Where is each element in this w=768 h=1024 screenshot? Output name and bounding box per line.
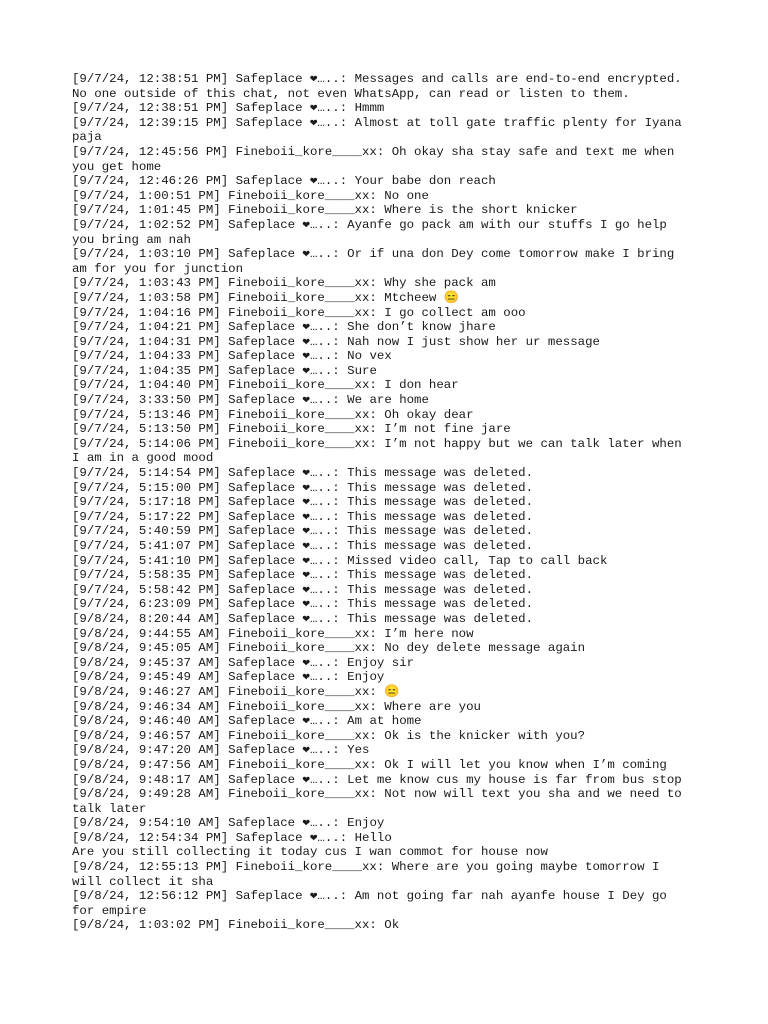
chat-line: [9/7/24, 1:04:33 PM] Safeplace ❤…..: No vex xyxy=(72,349,392,364)
chat-line: [9/7/24, 12:45:56 PM] Fineboii_kore____xx: Oh okay sha stay safe and text me when you get home xyxy=(72,144,682,174)
chat-line: [9/7/24, 1:04:21 PM] Safeplace ❤…..: She don’t know jhare xyxy=(72,320,496,335)
chat-line: [9/8/24, 9:46:34 AM] Fineboii_kore____xx: Where are you xyxy=(72,699,481,714)
chat-line: [9/7/24, 12:39:15 PM] Safeplace ❤…..: Almost at toll gate traffic plenty for Iyana paja xyxy=(72,115,690,145)
chat-line: [9/8/24, 9:48:17 AM] Safeplace ❤…..: Let me know cus my house is far from bus stop xyxy=(72,772,682,787)
chat-line: [9/7/24, 5:58:42 PM] Safeplace ❤…..: This message was deleted. xyxy=(72,582,534,597)
chat-line: [9/7/24, 1:04:40 PM] Fineboii_kore____xx: I don hear xyxy=(72,378,459,393)
chat-line: [9/8/24, 9:54:10 AM] Safeplace ❤…..: Enjoy xyxy=(72,816,385,831)
chat-line: [9/8/24, 12:54:34 PM] Safeplace ❤…..: Hello xyxy=(72,830,392,845)
chat-line: [9/7/24, 1:03:58 PM] Fineboii_kore____xx: Mtcheew 😑 xyxy=(72,290,460,305)
chat-line: [9/8/24, 9:49:28 AM] Fineboii_kore____xx: Not now will text you sha and we need to talk later xyxy=(72,787,690,816)
chat-line: [9/7/24, 5:58:35 PM] Safeplace ❤…..: This message was deleted. xyxy=(72,568,534,583)
chat-line: [9/8/24, 9:45:49 AM] Safeplace ❤…..: Enjoy xyxy=(72,670,385,685)
chat-line: [9/8/24, 9:45:37 AM] Safeplace ❤…..: Enjoy sir xyxy=(72,655,415,670)
chat-line: [9/7/24, 5:15:00 PM] Safeplace ❤…..: This message was deleted. xyxy=(72,480,534,495)
chat-line: [9/7/24, 3:33:50 PM] Safeplace ❤…..: We are home xyxy=(72,393,429,408)
chat-line: [9/7/24, 5:41:10 PM] Safeplace ❤…..: Missed video call, Tap to call back xyxy=(72,553,608,568)
chat-line: [9/8/24, 12:55:13 PM] Fineboii_kore____xx: Where are you going maybe tomorrow I will collect it sha xyxy=(72,860,667,889)
chat-line: [9/7/24, 1:02:52 PM] Safeplace ❤…..: Ayanfe go pack am with our stuffs I go help you bring am nah xyxy=(72,217,675,247)
chat-line: [9/7/24, 1:04:16 PM] Fineboii_kore____xx: I go collect am ooo xyxy=(72,305,526,320)
chat-line: [9/7/24, 5:13:46 PM] Fineboii_kore____xx: Oh okay dear xyxy=(72,407,474,422)
chat-line: [9/8/24, 9:46:40 AM] Safeplace ❤…..: Am at home xyxy=(72,714,422,729)
chat-line: [9/8/24, 9:46:57 AM] Fineboii_kore____xx: Ok is the knicker with you? xyxy=(72,728,586,743)
chat-line: [9/8/24, 12:56:12 PM] Safeplace ❤…..: Am not going far nah ayanfe house I Dey go for empire xyxy=(72,889,675,918)
chat-line: [9/8/24, 1:03:02 PM] Fineboii_kore____xx: Ok xyxy=(72,918,400,933)
chat-line: [9/7/24, 1:01:45 PM] Fineboii_kore____xx: Where is the short knicker xyxy=(72,203,578,218)
chat-line: [9/7/24, 5:41:07 PM] Safeplace ❤…..: This message was deleted. xyxy=(72,539,534,553)
chat-line: [9/8/24, 9:45:05 AM] Fineboii_kore____xx: No dey delete message again xyxy=(72,641,586,656)
chat-line: [9/7/24, 5:40:59 PM] Safeplace ❤…..: This message was deleted. xyxy=(72,524,534,539)
chat-line: [9/7/24, 5:17:22 PM] Safeplace ❤…..: This message was deleted. xyxy=(72,509,534,524)
chat-line: [9/8/24, 9:44:55 AM] Fineboii_kore____xx: I’m here now xyxy=(72,626,474,641)
chat-line: [9/7/24, 1:03:43 PM] Fineboii_kore____xx: Why she pack am xyxy=(72,276,496,291)
chat-line: [9/7/24, 12:38:51 PM] Safeplace ❤…..: Messages and calls are end-to-end encrypted. No one outside of this chat, not even WhatsApp, can read or listen to them. xyxy=(72,72,690,101)
chat-line: [9/7/24, 5:17:18 PM] Safeplace ❤…..: This message was deleted. xyxy=(72,495,534,510)
chat-line: [9/7/24, 1:03:10 PM] Safeplace ❤…..: Or if una don Dey come tomorrow make I bring am for you for junction xyxy=(72,247,682,276)
chat-line: [9/7/24, 12:38:51 PM] Safeplace ❤…..: Hmmm xyxy=(72,101,385,116)
chat-line: [9/8/24, 9:47:56 AM] Fineboii_kore____xx: Ok I will let you know when I’m coming xyxy=(72,757,667,772)
chat-line: [9/8/24, 8:20:44 AM] Safeplace ❤…..: This message was deleted. xyxy=(72,611,534,626)
chat-line: [9/7/24, 5:14:06 PM] Fineboii_kore____xx: I’m not happy but we can talk later when I am in a good mood xyxy=(72,436,690,466)
chat-line: [9/7/24, 12:46:26 PM] Safeplace ❤…..: Your babe don reach xyxy=(72,174,496,189)
chat-line: [9/7/24, 6:23:09 PM] Safeplace ❤…..: This message was deleted. xyxy=(72,597,534,612)
chat-line: [9/8/24, 9:47:20 AM] Safeplace ❤…..: Yes xyxy=(72,743,370,758)
chat-line: [9/7/24, 1:04:35 PM] Safeplace ❤…..: Sure xyxy=(72,363,377,378)
chat-line: [9/7/24, 1:04:31 PM] Safeplace ❤…..: Nah now I just show her ur message xyxy=(72,334,600,349)
chat-line: [9/8/24, 9:46:27 AM] Fineboii_kore____xx: 😑 xyxy=(72,684,400,699)
chat-line: [9/7/24, 1:00:51 PM] Fineboii_kore____xx: No one xyxy=(72,188,429,203)
chat-line: [9/7/24, 5:13:50 PM] Fineboii_kore____xx: I’m not fine jare xyxy=(72,422,511,437)
chat-line: [9/7/24, 5:14:54 PM] Safeplace ❤…..: This message was deleted. xyxy=(72,466,534,481)
chat-line: Are you still collecting it today cus I wan commot for house now xyxy=(72,845,548,860)
chat-transcript xyxy=(72,72,696,933)
